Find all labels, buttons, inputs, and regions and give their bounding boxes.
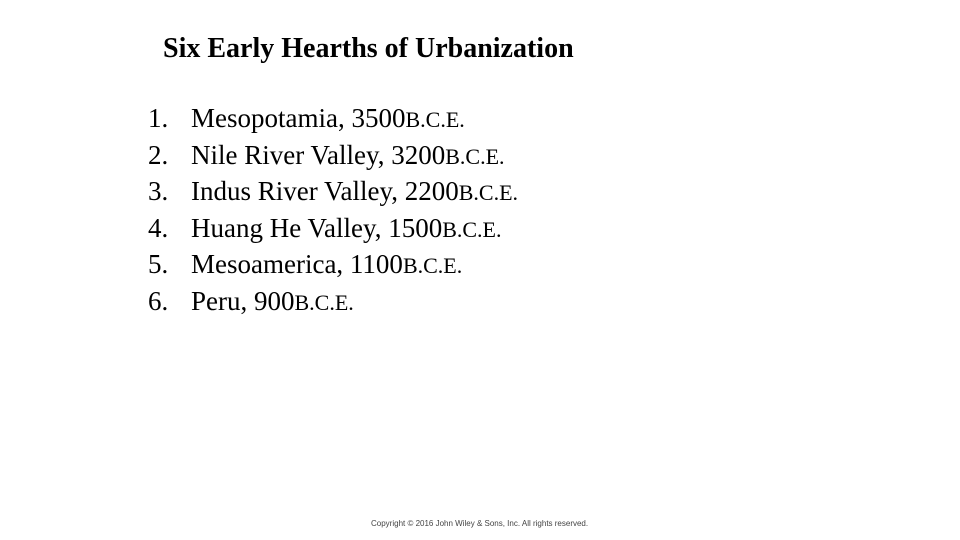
list-item (148, 246, 518, 283)
list-item (148, 137, 518, 174)
list-item (148, 283, 518, 320)
list-item-number: 1. (148, 103, 169, 133)
list-item-text: Indus River Valley, 2200 (191, 176, 459, 206)
list-item (148, 100, 518, 137)
list-item-number: 2. (148, 139, 169, 170)
hearths-list (148, 100, 518, 319)
list-item-era: B.C.E. (294, 289, 354, 315)
list-item-era: B.C.E. (442, 216, 502, 242)
copyright-notice: Copyright © 2016 John Wiley & Sons, Inc. All rights reserved. (371, 519, 589, 528)
list-item (148, 210, 518, 247)
list-item-era: B.C.E. (445, 143, 505, 169)
list-item-text: Mesoamerica, 1100 (191, 249, 403, 279)
list-item-era: B.C.E. (458, 180, 519, 205)
list-item-text: Mesopotamia, 3500 (191, 103, 406, 133)
list-item-era: B.C.E. (402, 253, 463, 278)
list-item-number: 5. (148, 249, 169, 279)
list-item (148, 173, 518, 210)
list-item-text: Nile River Valley, 3200 (191, 139, 446, 170)
list-item-number: 4. (148, 212, 169, 243)
list-item-text: Peru, 900 (191, 285, 295, 316)
list-item-number: 3. (148, 176, 169, 206)
slide-title: Six Early Hearths of Urbanization (163, 33, 574, 64)
list-item-text: Huang He Valley, 1500 (191, 212, 443, 243)
list-item-era: B.C.E. (405, 107, 465, 132)
list-item-number: 6. (148, 285, 169, 316)
